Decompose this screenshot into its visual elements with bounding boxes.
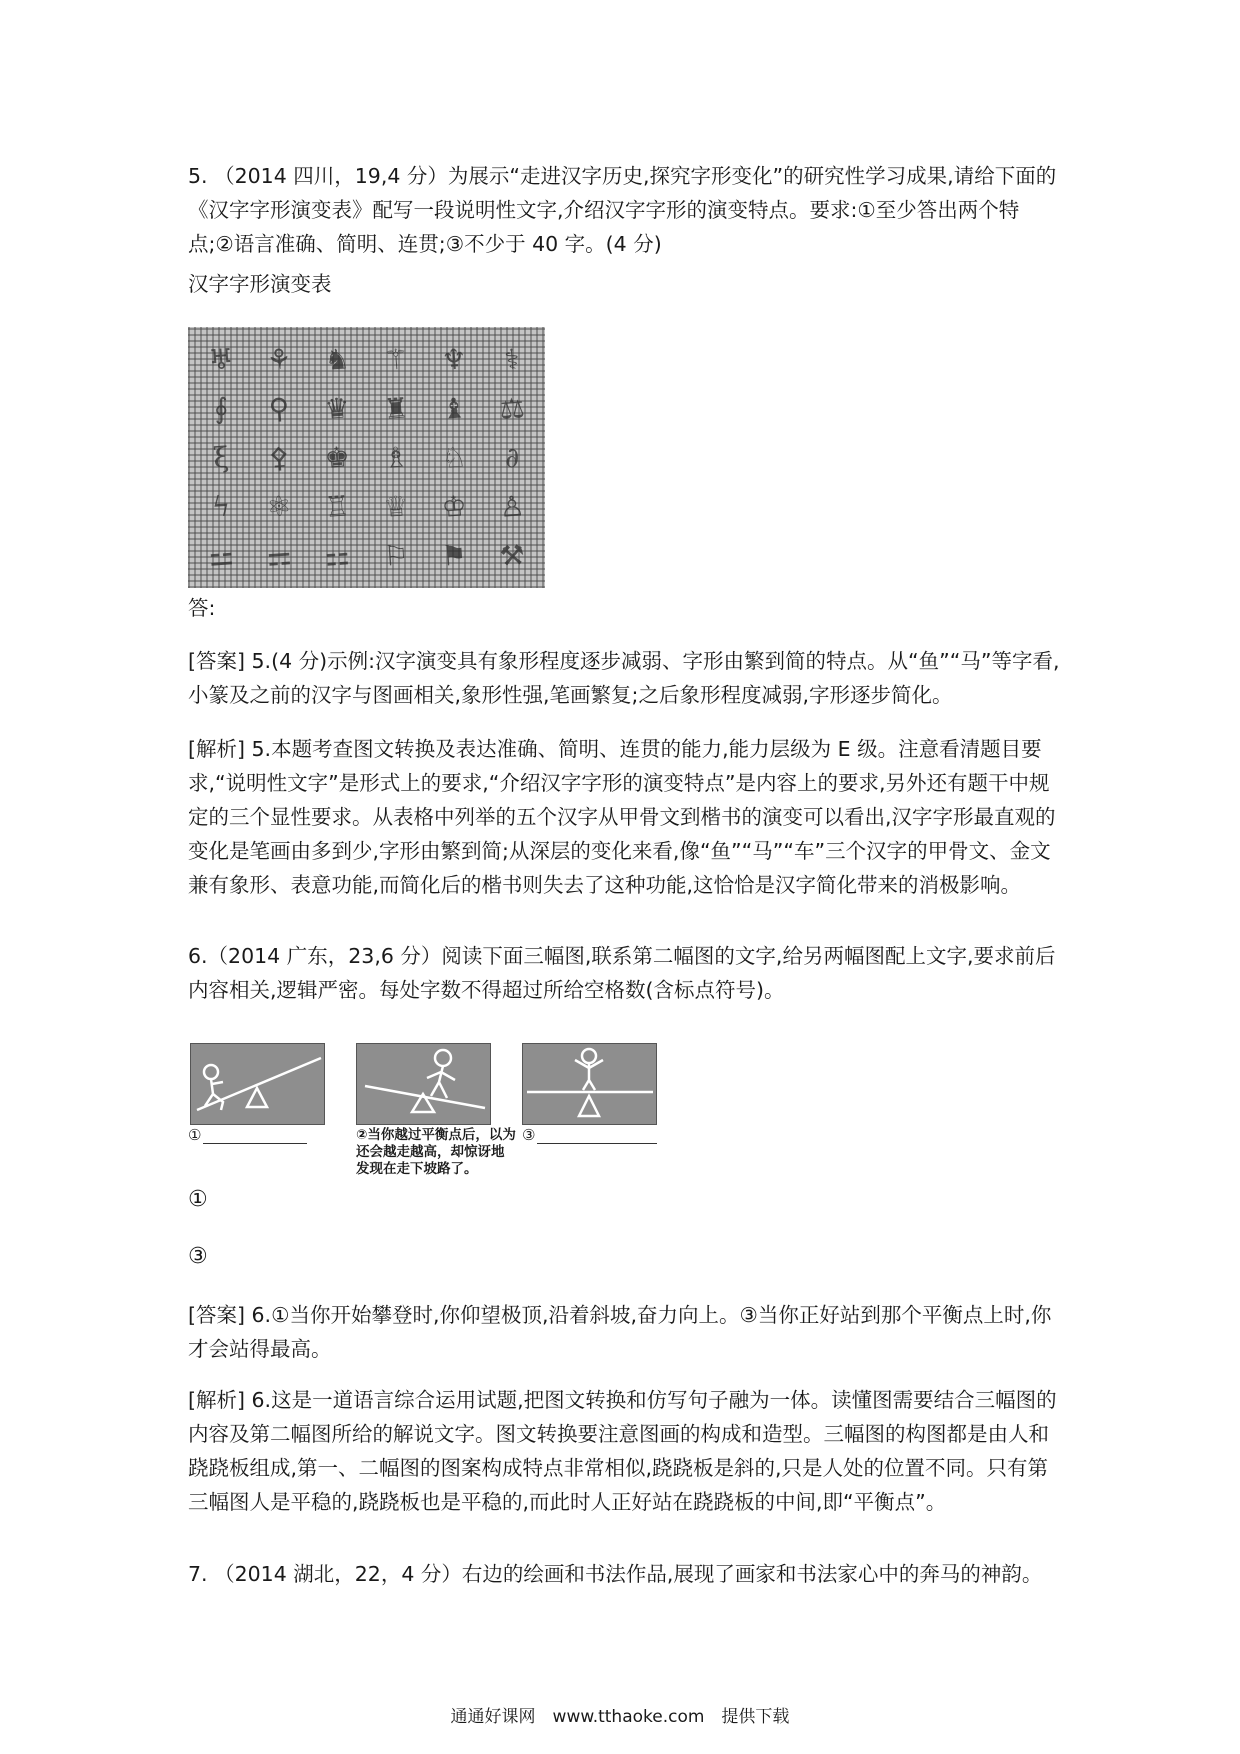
table-glyph: ⚐ — [381, 538, 410, 573]
table-glyph: ⚖ — [498, 391, 526, 426]
answer-blank-1: ① — [188, 1187, 208, 1212]
q5-answer-prompt: 答: — [188, 596, 216, 620]
table-glyph: ♖ — [323, 489, 352, 524]
table-glyph: ⚴ — [267, 440, 291, 475]
q5-table-title: 汉字字形演变表 — [188, 272, 332, 296]
table-glyph: ∮ — [212, 391, 230, 426]
table-glyph: ♞ — [323, 342, 352, 377]
q6-analysis: [解析] 6.这是一道语言综合运用试题,把图文转换和仿写句子融为一体。读懂图需要结合三幅图的内容及第二幅图所给的解说文字。图文转换要注意图画的构成和造型。三幅图的构图都是由人和跷跷板组成,第一、二幅图的图案构成特点非常相似,跷跷板是斜的,只是人处的位置不同。只有第三幅图人是平稳的,跷跷板也是平稳的,而此时人正好站在跷跷板的中间,即“平衡点”。 — [188, 1388, 1057, 1514]
panel-3-caption — [522, 1126, 657, 1144]
panel-1-label: ① — [188, 1126, 202, 1144]
table-glyph: ♗ — [381, 440, 410, 475]
table-glyph: ⚒ — [498, 538, 526, 573]
q7-stem: 7. （2014 湖北，22，4 分）右边的绘画和书法作品,展现了画家和书法家心中的奔马的神韵。 — [188, 1562, 1043, 1586]
table-glyph: ⚲ — [267, 391, 291, 426]
answer-blank-3: ③ — [188, 1244, 208, 1269]
table-glyph: ♝ — [440, 391, 468, 426]
table-glyph: ♘ — [440, 440, 468, 475]
table-glyph: ♙ — [498, 489, 526, 524]
table-glyph: ⚕ — [503, 342, 521, 377]
table-glyph: ♛ — [323, 391, 352, 426]
q6-stem: 6.（2014 广东，23,6 分）阅读下面三幅图,联系第二幅图的文字,给另两幅图配上文字,要求前后内容相关,逻辑严密。每处字数不得超过所给空格数(含标点符号)。 — [188, 944, 1056, 1002]
panel-3-label: ③ — [522, 1126, 536, 1144]
seesaw-panel-2 — [356, 1043, 491, 1125]
table-glyph: ⚎ — [265, 538, 293, 573]
seesaw-panel-3 — [522, 1043, 657, 1125]
seesaw-climb-icon — [191, 1044, 324, 1124]
table-glyph: ∂ — [503, 440, 521, 475]
table-glyph: ⚘ — [265, 342, 293, 377]
table-glyph: ⚑ — [440, 538, 468, 573]
page-footer: 通通好课网 www.tthaoke.com 提供下载 — [450, 1707, 790, 1727]
table-glyph: ⚛ — [265, 489, 293, 524]
q5-analysis: [解析] 5.本题考查图文转换及表达准确、简明、连贯的能力,能力层级为 E 级。注意看清题目要求,“说明性文字”是形式上的要求,“介绍汉字字形的演变特点”是内容上的要求,另外还有题干中规定的三个显性要求。从表格中列举的五个汉字从甲骨文到楷书的演变可以看出,汉字字形最直观的变化是笔画由多到少,字形由繁到简;从深层的变化来看,像“鱼”“马”“车”三个汉字的甲骨文、金文兼有象形、表意功能,而简化后的楷书则失去了这种功能,这恰恰是汉字简化带来的消极影响。 — [188, 737, 1056, 897]
seesaw-balance-point-icon — [357, 1044, 490, 1124]
table-glyph: ⚍ — [207, 538, 235, 573]
table-glyph: ♕ — [381, 489, 410, 524]
seesaw-level-icon — [523, 1044, 656, 1124]
character-evolution-table-image — [188, 327, 545, 588]
q6-answer: [答案] 6.①当你开始攀登时,你仰望极顶,沿着斜坡,奋力向上。③当你正好站到那个平衡点上时,你才会站得最高。 — [188, 1303, 1052, 1361]
table-glyph: ♜ — [381, 391, 410, 426]
seesaw-panel-1 — [190, 1043, 325, 1125]
panel-2-caption: ②当你越过平衡点后，以为还会越走越高，却惊讶地发现在走下坡路了。 — [356, 1127, 516, 1177]
table-glyph: ♅ — [207, 342, 235, 377]
table-glyph: ξ — [212, 440, 230, 475]
table-glyph: ⚚ — [381, 342, 410, 377]
q5-answer: [答案] 5.(4 分)示例:汉字演变具有象形程度逐步减弱、字形由繁到简的特点。从“鱼”“马”等字看,小篆及之前的汉字与图画相关,象形性强,笔画繁复;之后象形程度减弱,字形逐步简化。 — [188, 649, 1060, 707]
table-glyph: ⚏ — [323, 538, 352, 573]
panel-1-caption — [188, 1126, 307, 1144]
table-glyph: ♔ — [440, 489, 468, 524]
panel-1-blank — [203, 1131, 307, 1144]
panel-3-blank — [537, 1131, 657, 1144]
table-glyph: ϟ — [210, 489, 232, 524]
q5-stem: 5. （2014 四川，19,4 分）为展示“走进汉字历史,探究字形变化”的研究性学习成果,请给下面的《汉字字形演变表》配写一段说明性文字,介绍汉字字形的演变特点。要求:①至少答出两个特点;②语言准确、简明、连贯;③不少于 40 字。(4 分) — [188, 164, 1057, 256]
table-glyph: ♆ — [440, 342, 468, 377]
table-glyph: ♚ — [323, 440, 352, 475]
